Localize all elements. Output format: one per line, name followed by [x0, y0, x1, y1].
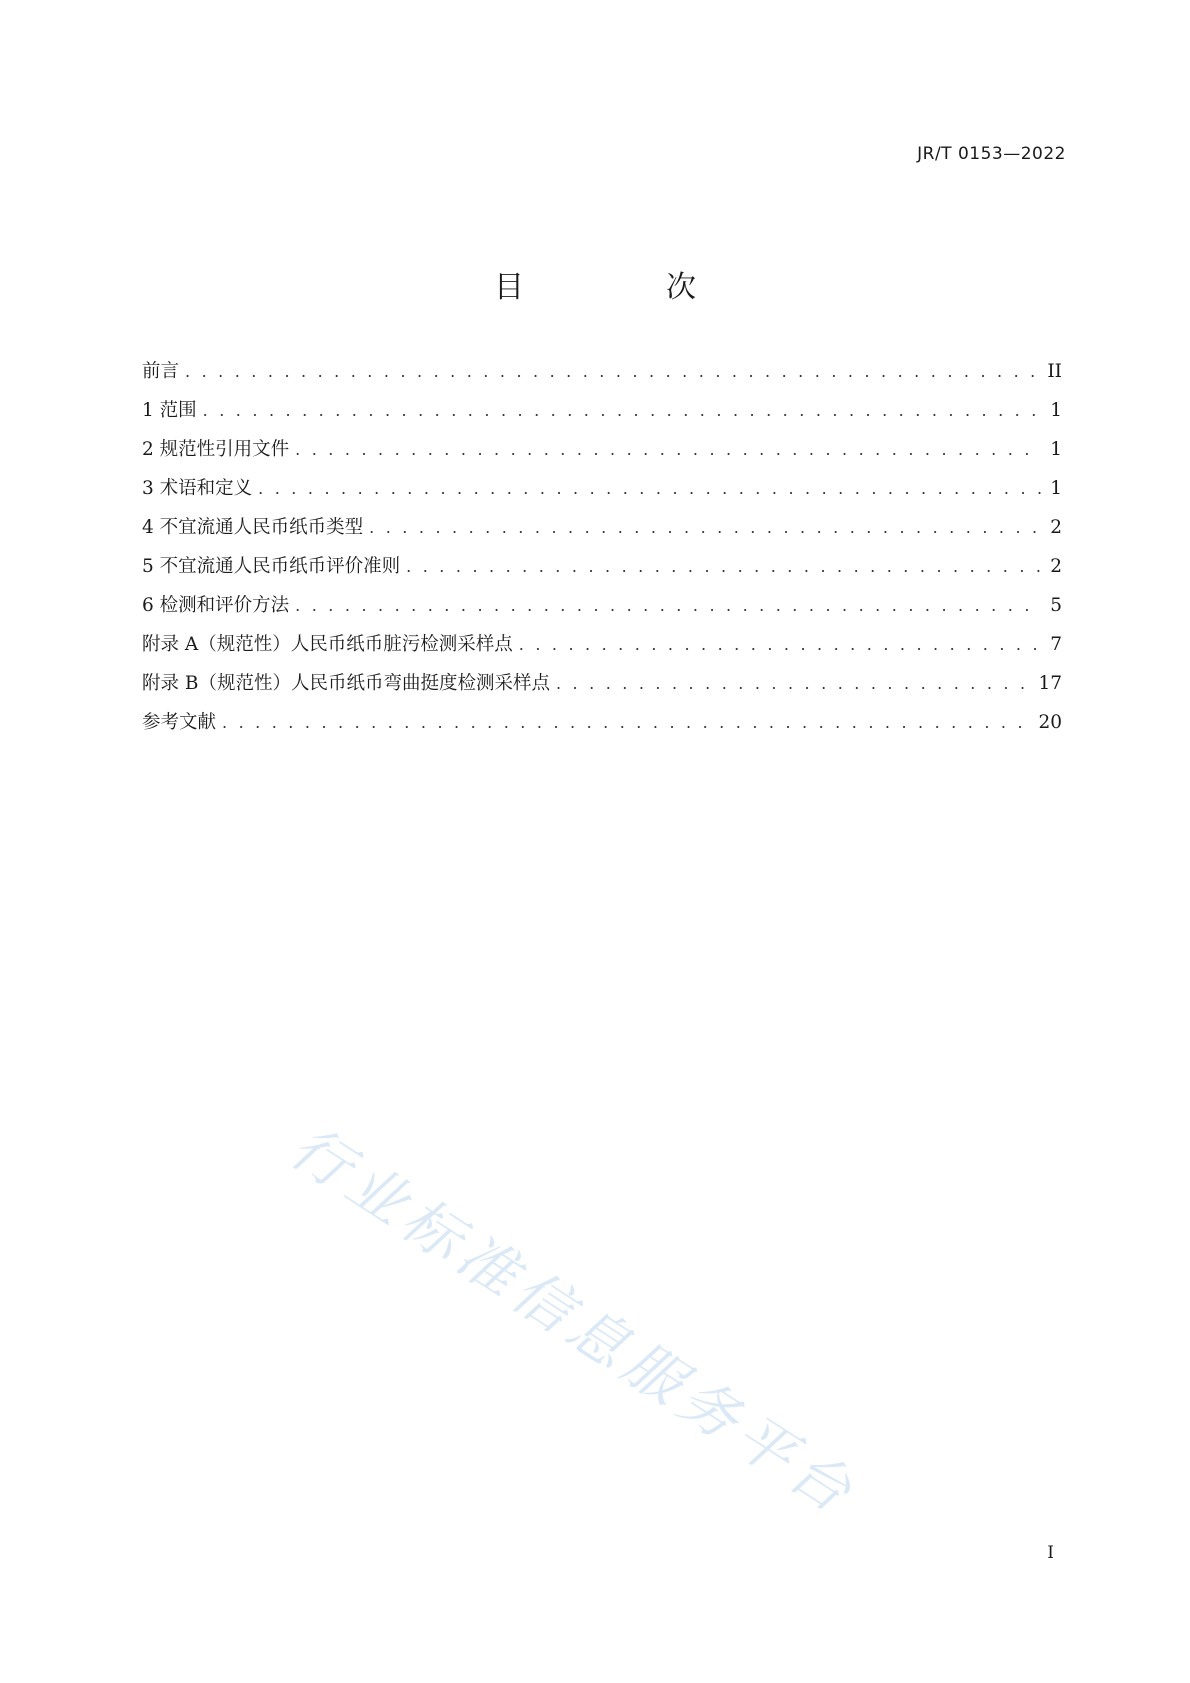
- page-title: 目 次: [494, 270, 752, 305]
- toc-entry-page: 1: [1050, 478, 1062, 499]
- toc-leader-dots: [203, 401, 1043, 420]
- toc-entry[interactable]: [142, 396, 1062, 435]
- toc-entry-label: 2 规范性引用文件: [142, 439, 290, 460]
- toc-entry-label: 附录 B（规范性）人民币纸币弯曲挺度检测采样点: [142, 673, 550, 694]
- toc-entry-page: 7: [1050, 634, 1062, 655]
- toc-entry[interactable]: [142, 357, 1062, 396]
- table-of-contents: [142, 357, 1062, 747]
- toc-leader-dots: [185, 362, 1039, 381]
- toc-entry-page: 17: [1038, 673, 1062, 694]
- toc-entry-label: 5 不宜流通人民币纸币评价准则: [142, 556, 401, 577]
- toc-entry[interactable]: [142, 474, 1062, 513]
- toc-entry-label: 6 检测和评价方法: [142, 595, 290, 616]
- toc-leader-dots: [258, 479, 1042, 498]
- toc-entry-label: 4 不宜流通人民币纸币类型: [142, 517, 364, 538]
- toc-entry-page: 2: [1050, 556, 1062, 577]
- toc-entry[interactable]: [142, 513, 1062, 552]
- toc-entry-page: 5: [1050, 595, 1062, 616]
- toc-entry-page: 1: [1050, 439, 1062, 460]
- toc-entry-label: 3 术语和定义: [142, 478, 253, 499]
- toc-entry-page: 1: [1050, 400, 1062, 421]
- toc-leader-dots: [222, 713, 1030, 732]
- toc-entry-label: 附录 A（规范性）人民币纸币脏污检测采样点: [142, 634, 513, 655]
- toc-entry-label: 参考文献: [142, 712, 217, 733]
- toc-leader-dots: [406, 557, 1042, 576]
- toc-entry[interactable]: [142, 708, 1062, 747]
- toc-leader-dots: [519, 635, 1042, 654]
- page-number: I: [1047, 1543, 1054, 1563]
- toc-leader-dots: [556, 674, 1030, 693]
- toc-entry-page: 2: [1050, 517, 1062, 538]
- toc-entry-page: II: [1047, 361, 1062, 382]
- toc-leader-dots: [295, 596, 1042, 615]
- toc-entry[interactable]: [142, 669, 1062, 708]
- toc-leader-dots: [295, 440, 1042, 459]
- toc-entry[interactable]: [142, 591, 1062, 630]
- toc-entry-label: 1 范围: [142, 400, 197, 421]
- toc-entry[interactable]: [142, 552, 1062, 591]
- toc-leader-dots: [369, 518, 1042, 537]
- document-code: JR/T 0153—2022: [917, 144, 1066, 164]
- toc-entry[interactable]: [142, 435, 1062, 474]
- toc-entry-label: 前言: [142, 361, 180, 382]
- watermark: 行业标准信息服务平台: [278, 1112, 870, 1530]
- toc-entry-page: 20: [1038, 712, 1062, 733]
- toc-entry[interactable]: [142, 630, 1062, 669]
